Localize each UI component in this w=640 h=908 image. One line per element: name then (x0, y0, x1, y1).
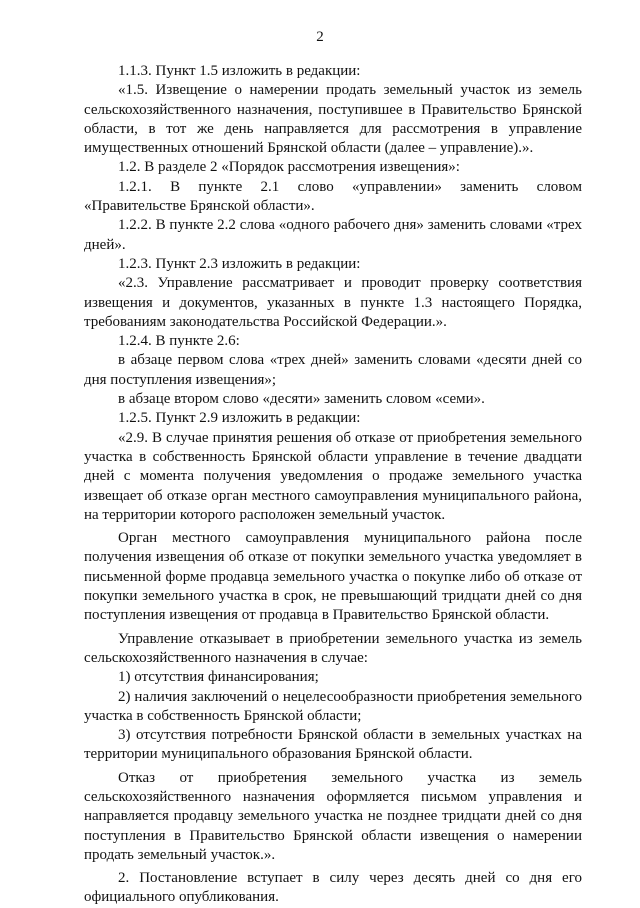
paragraph-1-2-1: 1.2.1. В пункте 2.1 слово «управлении» заменить словом «Правительстве Брянской области». (84, 178, 582, 215)
paragraph-second-abzac: в абзаце втором слово «десяти» заменить словом «семи». (118, 391, 485, 408)
paragraph-first-abzac: в абзаце первом слова «трех дней» заменить словами «десяти дней со дня поступления извещения»; (84, 352, 582, 388)
paragraph-1-2-2: 1.2.2. В пункте 2.2 слова «одного рабочего дня» заменить словами «трех дней». (84, 217, 582, 253)
paragraph-refusal-letter: Отказ от приобретения земельного участка из земель сельскохозяйственного назначения оформляется письмом управления и направляется продавцу земельного участка не позднее тридцати дней со дня поступления в Правительство Брянской области извещения о намерении продать земельный участок.». (84, 769, 582, 863)
list-item-1: 1) отсутствия финансирования; (118, 669, 319, 686)
paragraph-1-2-3: 1.2.3. Пункт 2.3 изложить в редакции: (118, 255, 361, 272)
paragraph-quote-1-5: «1.5. Извещение о намерении продать земельный участок из земель сельскохозяйственного назначения, поступившее в Правительство Брянской области, в тот же день направляется для рассмотрения в управление имущественных отношений Брянской области (далее – управление).». (84, 82, 582, 157)
list-item-3: 3) отсутствия потребности Брянской области в земельных участках на территории муниципального образования Брянской области. (84, 727, 582, 763)
paragraph-1-2-5: 1.2.5. Пункт 2.9 изложить в редакции: (118, 410, 361, 427)
paragraph-1-2-4: 1.2.4. В пункте 2.6: (118, 333, 240, 350)
paragraph-local-authority: Орган местного самоуправления муниципального района после получения извещения об отказе от покупки земельного участка уведомляет в письменной форме продавца земельного участка о покупке либо об отказе от покупки земельного участка в срок, не превышающий тридцати дней со дня поступления извещения от продавца в Правительство Брянской области. (84, 530, 582, 624)
list-item-2: 2) наличия заключений о нецелесообразности приобретения земельного участка в собственность Брянской области; (84, 688, 582, 724)
paragraph-quote-2-3: «2.3. Управление рассматривает и проводит проверку соответствия извещения и документов, указанных в пункте 1.3 настоящего Порядка, требованиям законодательства Российской Федерации.». (84, 275, 582, 330)
page-number: 2 (316, 29, 324, 45)
paragraph-entry-into-force: 2. Постановление вступает в силу через десять дней со дня его официального опубликования. (84, 870, 582, 906)
paragraph-quote-2-9: «2.9. В случае принятия решения об отказе от приобретения земельного участка в собственность Брянской области управление в течение двадцати дней с момента получения уведомления о продаже земельного участка извещает об отказе орган местного самоуправления муниципального района, на территории которого расположен земельный участок. (84, 429, 582, 523)
paragraph-1-2: 1.2. В разделе 2 «Порядок рассмотрения извещения»: (118, 159, 460, 176)
document-body (84, 62, 582, 908)
paragraph-refusal-cases: Управление отказывает в приобретении земельного участка из земель сельскохозяйственного назначения в случае: (84, 630, 582, 666)
paragraph-1-1-3: 1.1.3. Пункт 1.5 изложить в редакции: (118, 63, 361, 79)
